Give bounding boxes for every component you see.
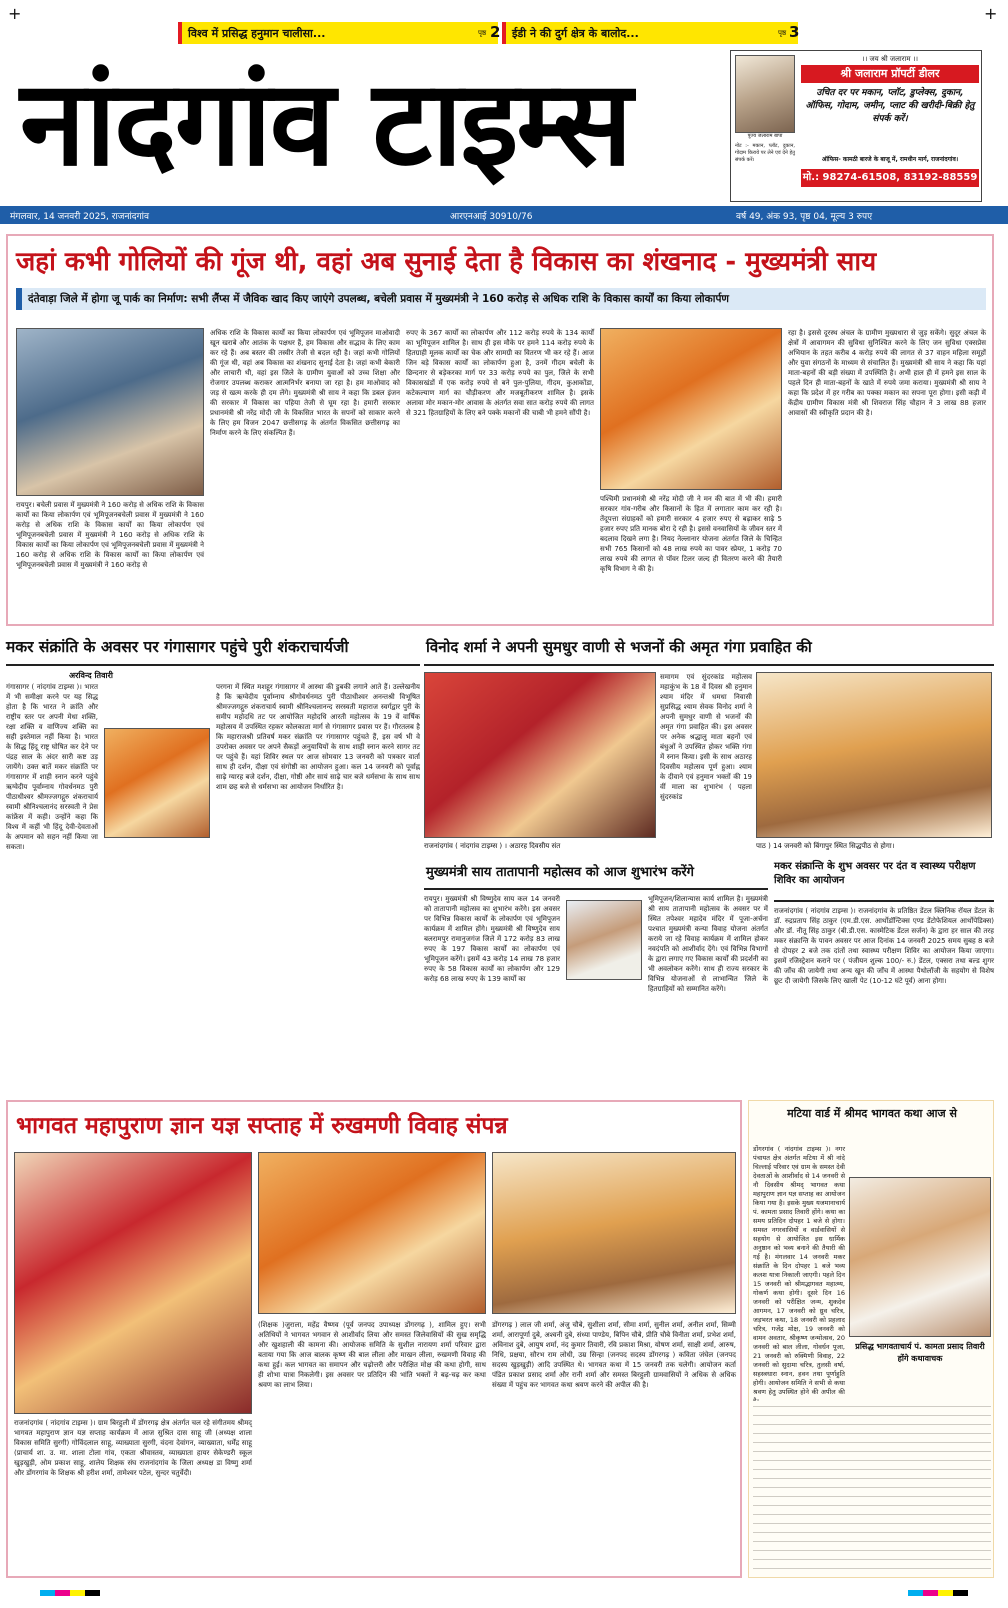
story-vinod [424, 632, 994, 856]
teaser-2-text: ईडी ने की दुर्ग क्षेत्र के बालोद... [512, 27, 639, 40]
bhagwat-col3: डोंगरगढ़ ) लाल जी शर्मा, अंजु चौबे, सुशीला शर्मा, सीमा शर्मा, सुनील शर्मा, अनील शर्मा, सिम्मी शर्मा, आरापूर्णा दुबे, अश्वनी दुबे, संध्या पाण्डेय, बिपिन चौबे, प्रीति चौबे विनीता शर्मा, प्रभेश शर्मा, अविनाश दुबे, आयुष शर्मा, नंद कुमार तिवारी, रवि प्रकाश मिश्रा, योषण शर्मा, साक्षी शर्मा, आरुष, निधि, प्रक्षया, सौरभ राम लोधी, उम्र सिन्हा (जनपद सदस्य डोंगरगढ़ ) कविता जंघेल (जनपद सदस्य खुड़खुड़ी) आदि उपस्थित थे। भागवत कथा में 15 जनवरी तक चलेगी। आयोजन कर्ता पंडित प्रकाश प्रसाद शर्मा और रानी शर्मा और समस्त बिरहुली ग्रामवासियों ने अधिक से अधिक संख्या में पहुंच कर भागवत कथा श्रवण करने की अपील की है। [492, 1321, 736, 1389]
bhagwat-photo-3 [492, 1152, 736, 1314]
vinod-photo-1 [424, 672, 656, 838]
lead-photo-crowd [600, 328, 782, 490]
cm-fest-photo [566, 900, 642, 980]
bhagwat-headline[interactable]: भागवत महापुराण ज्ञान यज्ञ सप्ताह में रुखमणी विवाह संपन्न [16, 1113, 508, 1139]
lead-col3: रुपए के 367 कार्यों का लोकार्पण और 112 करोड़ रुपये के 134 कार्यों का भूमिपूजन शामिल है। साथ ही इस मौके पर हमने 114 करोड़ रुपये के हितग्राही मूलक कार्यों का चेक और सामग्री का वितरण भी कर रहे हैं। आज जिन बड़े विकास कार्यों का लोकार्पण हुआ है, उनमें गीदम बचेली के छिन्दनार से बड़ेकरका मार्ग पर 33 करोड़ रुपये का पुल, जिले के सभी विकासखंडों में एक करोड़ रुपये से बने पुल-पुलिया, गीदम, कुआकोंडा, कटेकल्याण मार्ग का चौड़ीकरण और मजबूतीकरण शामिल है। इसके अलावा मोर मकान-मोर आवास के अंतर्गत सवा सात करोड़ रुपये की लागत से 321 हितग्राहियों के लिए बने पक्के मकानों की चाबी भी हमने सौंपी है। [406, 329, 594, 417]
vinod-caption-1: राजनांदगांव ( नांदगांव टाइम्स ) । अठारह दिवसीय संत [424, 842, 561, 850]
dental-text: राजनांदगांव ( नांदगांव टाइम्स )। राजनांदगांव के प्रतिष्ठित डेंटल क्लिनिक रॉयल डेंटल के डॉ. रुद्रप्रताप सिंह ठाकुर (एम.डी.एस. आर्थोडॉन्टिक्स एण्ड डेंटोफेशियल आर्थोपेडिक्स) और डॉ. नीतू सिंह ठाकुर (बी.डी.एस. कास्मेटिक डेंटल सर्जन) के द्वारा हर साल की तरह मकर संक्रान्ति के पावन अवसर पर आज दिनांक 14 जनवरी 2025 समय सुबह 8 बजे से दोपहर 2 बजे तक दांतों तथा स्वास्थ्य परीक्षण शिविर का आयोजन किया जाएगा। इसमें रजिस्ट्रेशन कराने पर ( पंजीयन शुल्क 100/- रु.) डेंटल, एक्सरा तथा बल्ड शुगर की जाँच की जायेगी तथा अन्य खून की जाँच में आस्था पैथोलॉजी के सहयोग से विशेष छूट दी जायेगी जिसके लिए खाली पेट (10-12 घंटे पूर्व) आना होगा। [774, 907, 994, 985]
vinod-rule [424, 664, 994, 666]
masthead-title: नांदगांव टाइम्स [20, 54, 631, 192]
teaser-1-text: विश्व में प्रसिद्ध हनुमान चालीसा... [188, 27, 326, 40]
dental-rule [774, 900, 994, 902]
lead-photo-cm [16, 328, 204, 496]
story-sagar [6, 632, 420, 1014]
story-matiya [748, 1100, 994, 1578]
sagar-photo-shankaracharya [104, 728, 210, 838]
matiya-photo-kathavachak [849, 1177, 991, 1337]
lead-story [6, 234, 994, 626]
date-strip [0, 206, 1008, 224]
matiya-text-2 [753, 1401, 991, 1573]
matiya-headline[interactable]: मटिया वार्ड में श्रीमद भागवत कथा आज से [787, 1107, 957, 1120]
ad-address: ऑफिस- कामठी बारजे के बाजू में, रामधीन मार्ग, राजनांदगांव। [821, 156, 959, 163]
rni-line: आरएनआई 30910/76 [450, 212, 533, 222]
teaser-2[interactable] [502, 22, 798, 44]
bhagwat-col1: राजनांदगांव ( नांदगांव टाइम्स )। ग्राम बिरहुली में डोंगरगढ़ क्षेत्र अंतर्गत चल रहे संगीतमय श्रीमद् भागवत महापुराण ज्ञान यज्ञ सप्ताह कार्यक्रम में आज सुश्रित दास साहू जी (अध्यक्ष शाला विकास समिति सुरगी) गोविंदलाल साहू, व्याख्याता सुरगी, वंदना देवांगन, व्याख्याता, धर्मेंद्र साहू (प्राचार्य शा. उ. मा. शाला टोला गांव, एकता श्रीवास्तव, व्याख्याता हायर सेकेण्डरी स्कूल खुड़खुड़ी, ओम प्रकाश साहू, शालेय शिक्षक संघ राजनांदगांव के जिला अध्यक्ष डा विष्णु शर्मा और डोंगरगांव के शिक्षक श्री हरीश शर्मा, तामेश्वर पटेल, सुन्दर चतुर्वेदी। [14, 1419, 252, 1477]
ad-body: उचित दर पर मकान, प्लॉट, डुप्लेक्स, दुकान, ऑफिस, गोदाम, जमीन, प्लाट की खरीदी-बिक्री हेतु संपर्क करें। [805, 88, 975, 124]
story-dental [774, 860, 994, 1022]
bhagwat-photo-1 [14, 1152, 252, 1414]
lead-col2: अधिक राशि के विकास कार्यों का किया लोकार्पण एवं भूमिपूजन माओवादी खून खराबे और आतंक के पक्षधर हैं, हम विकास और सद्भाव के लिए काम कर रहे हैं। अब बस्तर की तस्वीर तेजी से बदल रही है। जहां कभी गोलियों की गूंज थी, वहां अब विकास का शंखनाद सुनाई देता है। जहां कभी बेकारी और लाचारी थी, वहां इस जिले के ग्रामीण युवाओं को उच्च शिक्षा और रोजगार उपलब्ध कराकर आत्मनिर्भर बनाया जा रहा है। हम माओवाद को जड़ से खत्म करके ही दम लेंगे। मुख्यमंत्री श्री साय ने कहा कि डबल इंजन की सरकार में विकास का पहिया तेजी से घूम रहा है। हमारी सरकार प्रधानमंत्री श्री नरेंद्र मोदी जी के विकसित भारत के सपनों को साकार करने के लिए हम विजन 2047 छत्तीसगढ़ के अंतर्गत विकसित छत्तीसगढ़ का निर्माण करने के लिए संकल्पित हैं। [210, 329, 400, 437]
lead-col5: रहा है। इससे दूरस्थ अंचल के ग्रामीण मुख्यधारा से जुड़ सकेंगे। सुदूर अंचल के क्षेत्रों में आवागमन की सुविधा सुनिश्चित करने के लिए जन सुविधा एक्सप्रेस अभियान के तहत करीब 4 करोड़ रुपये की लागत से 37 वाहन महिला समूहों और युवा संगठनों के माध्यम से संचालित हैं। मुख्यमंत्री श्री साय ने कहा कि यहां माता-बहनों की बड़ी संख्या में उपस्थिति है। अभी हाल ही में हमने इस साल के पहले दिन ही माता-बहनों के खाते में रुपये जमा कराया। मुख्यमंत्री श्री साय ने कहा कि प्रदेश में हर गरीब का पक्का मकान का सपना पूरा होगा। इसी कड़ी में केंद्रीय ग्रामीण विकास मंत्री श्री शिवराज सिंह चौहान ने 3 लाख 88 हजार आवासों की स्वीकृति प्रदान की है। [788, 329, 986, 417]
vinod-caption-2: पाठ ) 14 जनवरी को बिंगापुर स्थित सिद्धपीठ से होगा। [756, 842, 895, 850]
bhagwat-col2: (शिक्षक )जुराला, महेंद्र वैष्णव (पूर्व जनपद उपाध्यक्ष डोंगरगढ़ ), शामिल हुए। सभी अतिथियों ने भागवत भगवान से आशीर्वाद लिया और समस्त जिलेवासियों की सुख समृद्धि और खुशहाली की कामना की। आयोजक समिति के सुशील नारायण शर्मा परिवार द्वारा बताया गया कि आज बालक कृष्ण की बाल लीला और माखन लीला, रुखमणी विवाह की कथा हुई। कल भागवत का समापन और चढ़ोत्तरी और परीक्षित मोक्ष की कथा होगी, साथ ही शोभा यात्रा निकलेगी। इस अवसर पर प्रतिदिन की भांति भक्तों ने बढ़-चढ़ कर कथा श्रवण का लाभ लिया। [258, 1321, 486, 1389]
bhagwat-photo-2 [258, 1152, 486, 1314]
matiya-text-1: डोंगरगांव ( नांदगांव टाइम्स )। नगर पंचायत क्षेत्र अंतर्गत मटिया में श्री नांदे चिल्लाई परिवार एवं ग्राम के समस्त देवी देवताओं के आशीर्वाद से 14 जनवरी से नौ दिवसीय श्रीमद् भागवत कथा महापुराण ज्ञान यज्ञ सप्ताह का आयोजन किया गया है। इसके मुख्य यजमानाचार्य पं. कामता प्रसाद तिवारी होंगे। कथा का समय प्रतिदिन दोपहर 1 बजे से होगा। समस्त नगरवासियों व वार्डवासियों से सहयोग से आयोजित इस धार्मिक अनुष्ठान को भव्य बनाने की तैयारी की गई है। मंगलवार 14 जनवरी मकर संक्रांति के दिन दोपहर 1 बजे भव्य कलश यात्रा निकाली जाएगी। पहले दिन 15 जनवरी को श्रीमद्भागवत महात्म्य, गोकर्ण कथा होगी। दूसरे दिन 16 जनवरी को परीक्षित जन्म, शुकदेव आगमन, 17 जनवरी को ध्रुव चरित्र, जड़भरत कथा, 18 जनवरी को प्रहलाद चरित्र, गजेंद्र मोक्ष, 19 जनवरी को वामन अवतार, श्रीकृष्ण जन्मोत्सव, 20 जनवरी को बाल लीला, गोवर्धन पूजा, 21 जनवरी को रुक्मिणी विवाह, 22 जनवरी को सुदामा चरित्र, तुलसी वर्षा, सहस्त्रधारा स्नान, हवन तथा पूर्णाहुति होगी। आयोजन समिति ने सभी से कथा श्रवण हेतु उपस्थित होने की अपील की [753, 1145, 845, 1396]
teaser-2-page-label: पृष्ठ [778, 29, 787, 37]
date-line: मंगलवार, 14 जनवरी 2025, राजनांदगांव [10, 212, 149, 222]
registration-mark-right: + [984, 4, 998, 23]
property-ad[interactable] [730, 50, 982, 202]
story-bhagwat [6, 1100, 742, 1578]
vinod-headline[interactable]: विनोद शर्मा ने अपनी सुमधुर वाणी से भजनों की अमृत गंगा प्रवाहित की [426, 638, 812, 656]
lead-col4: पश्चिमी प्रधानमंत्री श्री नरेंद्र मोदी जी ने मन की बात में भी की। हमारी सरकार गांव-गरीब और किसानों के हित में लगातार काम कर रही है। तेंदूपत्ता संग्राहकों को हमारी सरकार 4 हजार रुपए से बढ़ाकर साढ़े 5 हजार रुपए प्रति मानक बोरा दे रही है। इससे वनवासियों के जीवन स्तर में बदलाव दिखने लगा है। नियद नेल्लानार योजना अंतर्गत जिले के चिन्हित सभी 765 किसानों को 48 लाख रुपये का पावर स्प्रेयर, 1 करोड़ 70 लाख रुपये की लागत से पॉवर टिलर जल्द ही वितरण करने की तैयारी कृषि विभाग ने की है। [600, 495, 782, 573]
ad-jai-line: ।। जय श्री जलाराम ।। [861, 55, 919, 63]
teaser-1[interactable] [178, 22, 501, 44]
jalaram-photo-caption: पूज्य जलाराम बापा [747, 133, 783, 139]
issue-line: वर्ष 49, अंक 93, पृष्ठ 04, मूल्य 3 रुपए [736, 212, 873, 222]
cm-fest-headline[interactable]: मुख्यमंत्री साय तातापानी महोत्सव को आज शुभारंभ करेंगे [426, 865, 694, 880]
teaser-1-page-num: 2 [490, 23, 501, 41]
matiya-photo-caption: प्रसिद्ध भागवताचार्य पं. कामता प्रसाद तिवारी होंगे कथावाचक [855, 1342, 985, 1363]
lead-subhead: दंतेवाड़ा जिले में होगा जू पार्क का निर्माण: सभी लैंप्स में जैविक खाद किए जाएंगे उपलब्ध, बचेली प्रवास में मुख्यमंत्री ने 160 करोड़ से अधिक राशि के विकास कार्यों का किया लोकार्पण [16, 288, 986, 310]
sagar-rule [6, 664, 420, 666]
lead-headline[interactable]: जहां कभी गोलियों की गूंज थी, वहां अब सुनाई देता है विकास का शंखनाद - मुख्यमंत्री साय [16, 247, 877, 277]
story-cm-fest [424, 860, 768, 1022]
color-bar-left [40, 1590, 100, 1596]
sagar-col2: परगना में स्थित मशहूर गंगासागर में आस्था की डुबकी लगाने आते हैं। उल्लेखनीय है कि ऋग्वेदीय पूर्वाम्नाय श्रीगोवर्धनमठ पुरी पीठाधीश्वर अनन्तश्री विभूषित श्रीमज्जगद्गुरु शंकराचार्य स्वामी श्रीनिश्चलानन्द सरस्वती महाराज स्वर्गद्वार पुरी के समीप महोदधि तट पर आयोजित महोदधि आरती महोत्सव के 19 वें वार्षिक महोत्सव में उपस्थित रहकर कोलकाता मार्ग से गंगासागर प्रवास पर हैं। गौरतलब है कि महाराजश्री प्रतिवर्ष मकर संक्रांति पर गंगासागर पहुंचते हैं, इस वर्ष भी वे उपरोक्त अवसर पर अपने सैकड़ों अनुयायियों के साथ शाही स्नान करने सागर तट पर पहुंचे हैं। यहां शिविर स्थल पर आज सोमवार 13 जनवरी को पत्रकार वार्ता साथ ही दर्शन, दीक्षा एवं संगोष्ठी का आयोजन हुआ। कल 14 जनवरी को पूर्वाह्न साढ़े ग्यारह बजे दर्शन, दीक्षा, गोष्ठी और सायं साढ़े चार बजे धर्मसभा के साथ साथ शाम छह बजे से धर्मसभा का आयोजन निर्धारित है। [216, 683, 420, 791]
cm-fest-rule [424, 888, 768, 890]
sagar-headline[interactable]: मकर संक्रांति के अवसर पर गंगासागर पहुंचे पुरी शंकराचार्यजी [6, 638, 349, 656]
jalaram-photo [735, 55, 795, 133]
ad-phone[interactable]: मो.: 98274-61508, 83192-88559 [801, 169, 979, 187]
ad-name-banner: श्री जलाराम प्रॉपर्टी डीलर [801, 65, 979, 83]
registration-mark-left: + [8, 4, 22, 23]
cm-fest-col1: रायपुर। मुख्यमंत्री श्री विष्णुदेव साय कल 14 जनवरी को तातापानी महोत्सव का शुभारंभ करेंगे। इस अवसर पर विभिन्न विकास कार्यों के लोकार्पण एवं भूमिपूजन कार्यक्रम में शामिल होंगे। मुख्यमंत्री श्री विष्णुदेव साय बलरामपुर रामानुजगंज जिले में 172 करोड़ 83 लाख रुपए के 197 विकास कार्यों का लोकार्पण एवं भूमिपूजन करेंगे। इसमें 43 करोड़ 14 लाख 78 हजार रुपए के 58 विकास कार्यों का लोकार्पण और 129 करोड़ 68 लाख रुपए के 139 कार्यों का [424, 895, 560, 983]
vinod-photo-2 [756, 672, 992, 838]
dental-headline[interactable]: मकर संक्रान्ति के शुभ अवसर पर दंत व स्वास्थ्य परीक्षण शिविर का आयोजन [774, 861, 976, 886]
sagar-col1: गंगासागर ( नांदगांव टाइम्स )। भारत में भी समीक्षा करने पर यह सिद्ध होता है कि भारत ने क्रांति और राष्ट्रीय स्तर पर अपनी मेधा शक्ति, रक्षा शक्ति व वाणिज्य शक्ति का सही इस्तेमाल नहीं किया है। भारत के सिद्ध हिंदू राष्ट्र घोषित कर देने पर पंद्रह साल के अंदर सारी कष्ट उड़ जायेंगे। उक्त बातें मकर संक्रांति पर गंगासागर में शाही स्नान करने पहुंचे ऋग्वेदीय पूर्वाम्नाय गोवर्धनमठ पुरी पीठाधीश्वर श्रीमज्जगद्गुरु शंकराचार्य स्वामी श्रीनिश्चलानंद सरस्वती ने प्रेस कांफ्रेंस में कही। उन्होंने कहा कि विश्व में कहीं भी हिंदू देवी-देवताओं के अपमान को सहन नहीं किया जा सकता। [6, 683, 98, 851]
ad-side-note: नोट :- मकान, प्लॉट, दुकान, गोदाम किराये पर लेने एवं देने हेतु संपर्क करें। [735, 143, 795, 163]
vinod-text: समागम एवं सुंदरकांड महोत्सव महाकुंभ के 18 वें दिवस श्री हनुमान श्याम मंदिर में धमधा निवासी सुप्रसिद्ध श्याम सेवक विनोद शर्मा ने अपनी सुमधुर वाणी से भजनों की अमृत गंगा प्रवाहित की। इस अवसर पर अनेक श्रद्धालु माता बहनों एवं बंधुओं ने उपस्थित होकर भक्ति गंगा में स्नान किया। इसी के साथ अठारह दिवसीय महोत्सव पूर्ण हुआ। श्याम के दीवाने एवं हनुमान भक्तों की 19 वीं माला का शुभारंभ ( पहला सुंदरकांड [660, 673, 752, 801]
lead-col1: रायपुर। बचेली प्रवास में मुख्यमंत्री ने 160 करोड़ से अधिक राशि के विकास कार्यों का किया लोकार्पण एवं भूमिपूजनबचेली प्रवास में मुख्यमंत्री ने 160 करोड़ से अधिक राशि के विकास कार्यों का किया लोकार्पण एवं भूमिपूजनबचेली प्रवास में मुख्यमंत्री ने 160 करोड़ से अधिक राशि के विकास कार्यों का किया लोकार्पण एवं भूमिपूजनबचेली प्रवास में मुख्यमंत्री ने 160 करोड़ से अधिक राशि के विकास कार्यों का किया लोकार्पण एवं भूमिपूजनबचेली प्रवास में मुख्यमंत्री ने 160 करोड़ से [16, 501, 204, 569]
sagar-byline: अरविन्द तिवारी [69, 671, 113, 680]
color-bar-right [908, 1590, 968, 1596]
teaser-1-page-label: पृष्ठ [478, 29, 487, 37]
teaser-bar [178, 22, 798, 44]
cm-fest-col2: भूमिपूजन/शिलान्यास कार्य शामिल है। मुख्यमंत्री श्री साय तातापानी महोत्सव के अवसर पर में स्थित तपेश्वर महादेव मंदिर में पूजा-अर्चना पश्चात मुख्यमंत्री कन्या विवाह योजना अंतर्गत कराये जा रहे विवाह कार्यक्रम में शामिल होकर नवदंपति को आशीर्वाद देंगे। एवं विभिन्न विभागों के द्वारा लगाए गए विकास कार्यों की प्रदर्शनी का भी अवलोकन करेंगे। साथ ही राज्य सरकार के विभिन्न योजनाओं से लाभान्वित जिले के हितग्राहियों को सम्मानित करेंगे। [648, 895, 768, 993]
teaser-2-page-num: 3 [789, 23, 800, 41]
